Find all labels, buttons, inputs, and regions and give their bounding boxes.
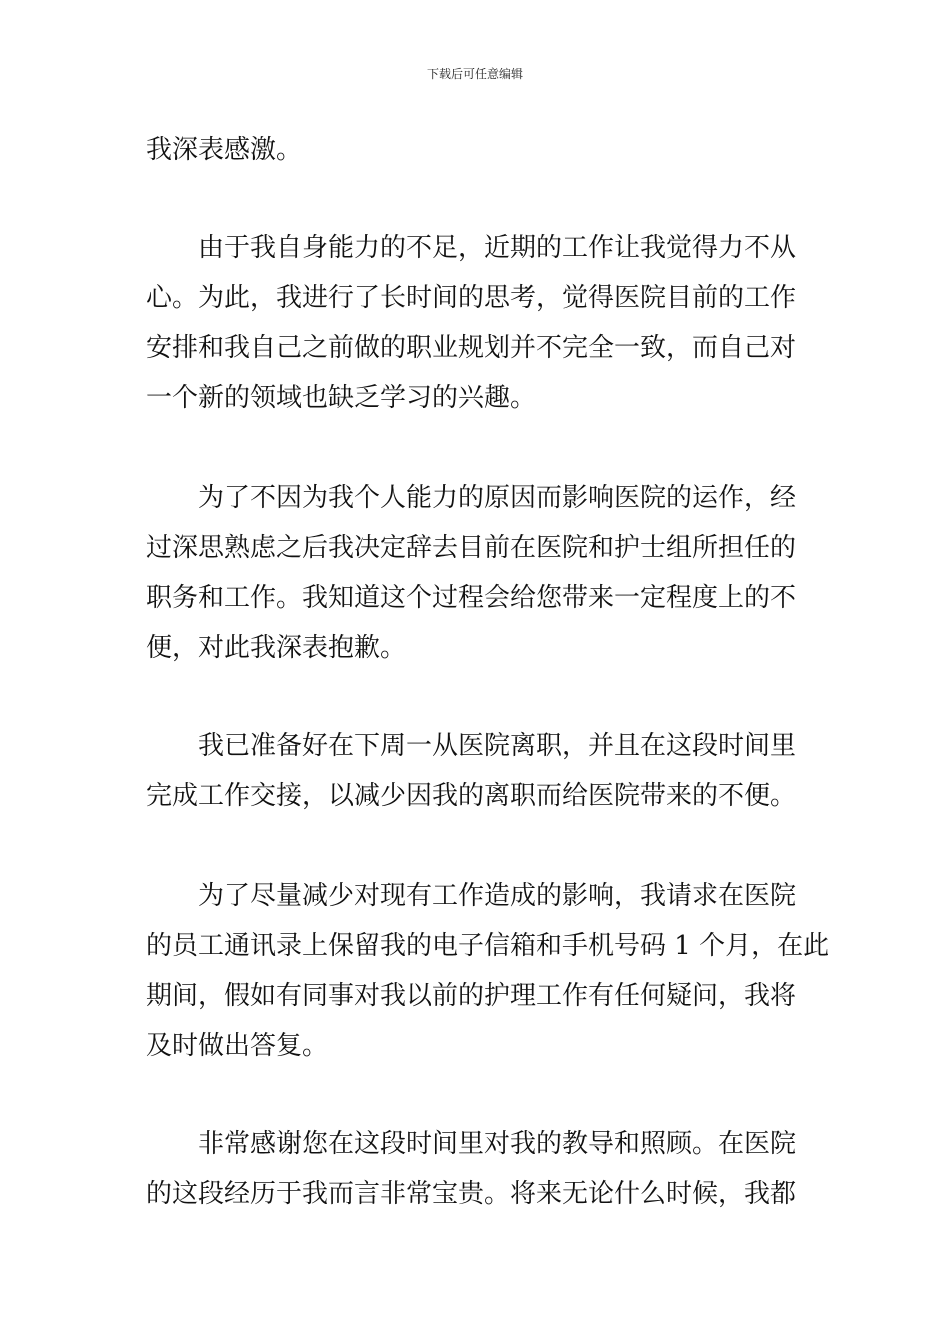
text-line: 我深表感激。	[146, 135, 303, 165]
text-line: 的这段经历于我而言非常宝贵。将来无论什么时候，我都	[146, 1179, 797, 1209]
text-line: 完成工作交接，以减少因我的离职而给医院带来的不便。	[146, 781, 797, 811]
text-line: 为了不因为我个人能力的原因而影响医院的运作，经	[198, 483, 797, 513]
text-line: 及时做出答复。	[146, 1031, 329, 1061]
text-line: 的员工通讯录上保留我的电子信箱和手机号码 1 个月，在此	[146, 931, 830, 961]
text-line: 一个新的领域也缺乏学习的兴趣。	[146, 383, 537, 413]
text-line: 职务和工作。我知道这个过程会给您带来一定程度上的不	[146, 583, 797, 613]
text-line: 便，对此我深表抱歉。	[146, 633, 407, 663]
text-line: 期间，假如有同事对我以前的护理工作有任何疑问，我将	[146, 981, 797, 1011]
text-line: 过深思熟虑之后我决定辞去目前在医院和护士组所担任的	[146, 533, 797, 563]
text-line: 由于我自身能力的不足，近期的工作让我觉得力不从	[198, 233, 797, 263]
text-line: 心。为此，我进行了长时间的思考，觉得医院目前的工作	[146, 283, 797, 313]
page-header: 下载后可任意编辑	[426, 67, 523, 81]
text-line: 安排和我自己之前做的职业规划并不完全一致，而自己对	[146, 333, 797, 363]
text-line: 为了尽量减少对现有工作造成的影响，我请求在医院	[198, 881, 797, 911]
text-line: 我已准备好在下周一从医院离职，并且在这段时间里	[198, 731, 797, 761]
text-line: 非常感谢您在这段时间里对我的教导和照顾。在医院	[198, 1129, 797, 1159]
